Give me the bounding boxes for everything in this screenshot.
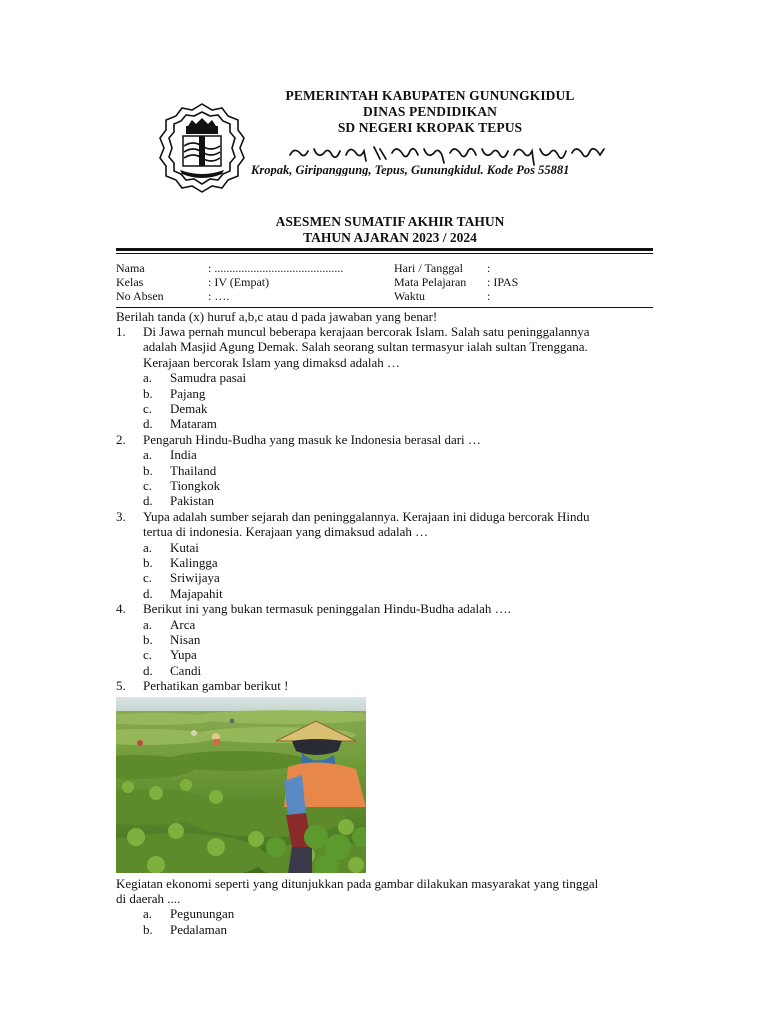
school-name: SD NEGERI KROPAK TEPUS <box>337 120 523 135</box>
option-letter: b. <box>143 385 153 401</box>
option-text: Pajang <box>170 385 206 401</box>
question-stem-line: Pengaruh Hindu-Budha yang masuk ke Indonesia berasal dari … <box>143 431 481 447</box>
answer-option[interactable] <box>116 540 656 555</box>
question-stem-line: Yupa adalah sumber sejarah dan peninggalannya. Kerajaan ini diduga bercorak Hindu <box>143 508 590 524</box>
label-mata-pelajaran: Mata Pelajaran <box>394 275 467 289</box>
javanese-script-icon <box>288 141 608 171</box>
identity-divider <box>116 307 653 308</box>
answer-option[interactable] <box>116 370 656 385</box>
question-list <box>116 324 656 937</box>
label-hari-tanggal: Hari / Tanggal <box>394 261 463 275</box>
identity-left-values <box>208 261 343 303</box>
value-no-absen: : …. <box>208 289 230 303</box>
answer-option[interactable] <box>116 617 656 632</box>
option-text: Thailand <box>170 462 217 478</box>
answer-option[interactable] <box>116 632 656 647</box>
option-letter: d. <box>143 662 153 678</box>
label-no-absen: No Absen <box>116 289 164 303</box>
value-waktu: : <box>487 289 491 303</box>
option-text: Nisan <box>170 631 201 647</box>
instruction-text: Berilah tanda (x) huruf a,b,c atau d pada jawaban yang benar! <box>116 309 438 324</box>
department-name: DINAS PENDIDIKAN <box>363 104 497 119</box>
identity-left-labels <box>116 261 164 303</box>
answer-option[interactable] <box>116 570 656 585</box>
option-letter: d. <box>143 493 153 509</box>
option-letter: a. <box>143 539 153 555</box>
option-text: Pedalaman <box>170 921 228 937</box>
label-nama: Nama <box>116 261 145 275</box>
option-text: Pegunungan <box>170 906 235 922</box>
value-hari-tanggal: : <box>487 261 491 275</box>
option-text: Yupa <box>170 647 197 663</box>
exam-title-line2: TAHUN AJARAN 2023 / 2024 <box>303 230 477 245</box>
option-letter: b. <box>143 631 153 647</box>
question-stem-line: tertua di indonesia. Kerajaan yang dimaksud adalah … <box>143 524 429 540</box>
option-text: Pakistan <box>170 493 215 509</box>
answer-option[interactable] <box>116 922 656 937</box>
option-letter: b. <box>143 462 153 478</box>
question-5-text <box>116 876 656 907</box>
question-stem-line: adalah Masjid Agung Demak. Salah seorang sultan termasyur ialah sultan Trenggana. <box>143 339 588 355</box>
question-number: 3. <box>116 508 126 524</box>
option-letter: c. <box>143 570 153 586</box>
option-letter: b. <box>143 921 153 937</box>
value-kelas: : IV (Empat) <box>208 275 270 289</box>
answer-option[interactable] <box>116 478 656 493</box>
header-divider-thin <box>116 253 653 254</box>
identity-right-values <box>487 261 518 303</box>
label-kelas: Kelas <box>116 275 144 289</box>
option-text: Demak <box>170 401 208 416</box>
question-stem-line: Berikut ini yang bukan termasuk peninggalan Hindu-Budha adalah …. <box>143 601 511 617</box>
answer-option[interactable] <box>116 386 656 401</box>
option-text: Kutai <box>170 539 199 555</box>
option-text: Kalingga <box>170 554 218 570</box>
answer-option[interactable] <box>116 906 656 921</box>
letterhead <box>250 88 610 136</box>
question-stem-line: Di Jawa pernah muncul beberapa kerajaan bercorak Islam. Salah satu peninggalannya <box>143 324 590 339</box>
question-stem-line: Perhatikan gambar berikut ! <box>143 678 289 694</box>
option-text: Majapahit <box>170 585 223 601</box>
question-3 <box>116 509 656 540</box>
option-letter: c. <box>143 401 153 416</box>
question-number: 1. <box>116 324 126 339</box>
question-number: 2. <box>116 431 126 447</box>
option-letter: d. <box>143 416 153 432</box>
option-text: Sriwijaya <box>170 570 220 586</box>
exam-title <box>190 214 590 246</box>
answer-option[interactable] <box>116 663 656 678</box>
option-letter: c. <box>143 647 153 663</box>
tea-plantation-farmer-photo <box>116 697 366 873</box>
answer-option[interactable] <box>116 647 656 662</box>
label-waktu: Waktu <box>394 289 426 303</box>
question-stem-line: Kegiatan ekonomi seperti yang ditunjukkan pada gambar dilakukan masyarakat yang tinggal <box>116 875 599 891</box>
gunungkidul-crest-icon <box>156 100 248 196</box>
government-name: PEMERINTAH KABUPATEN GUNUNGKIDUL <box>285 88 575 103</box>
option-text: Arca <box>170 616 196 632</box>
option-letter: b. <box>143 554 153 570</box>
option-text: India <box>170 447 197 463</box>
option-letter: a. <box>143 616 153 632</box>
option-letter: a. <box>143 370 153 386</box>
answer-option[interactable] <box>116 463 656 478</box>
option-text: Candi <box>170 662 202 678</box>
question-number: 4. <box>116 601 126 617</box>
question-4 <box>116 601 656 616</box>
question-1 <box>116 324 656 370</box>
header-divider-thick <box>116 248 653 251</box>
exam-title-line1: ASESMEN SUMATIF AKHIR TAHUN <box>275 214 505 229</box>
identity-right-labels <box>394 261 466 303</box>
question-stem-line: di daerah .... <box>116 890 181 906</box>
question-stem-line: Kerajaan bercorak Islam yang dimaksd adalah … <box>143 354 401 370</box>
answer-option[interactable] <box>116 555 656 570</box>
answer-option[interactable] <box>116 586 656 601</box>
option-text: Tiongkok <box>170 477 221 493</box>
answer-option[interactable] <box>116 416 656 431</box>
value-mata-pelajaran: : IPAS <box>487 275 519 289</box>
question-2 <box>116 432 656 447</box>
answer-option[interactable] <box>116 401 656 416</box>
school-address: Kropak, Giripanggung, Tepus, Gunungkidul. Kode Pos 55881 <box>251 163 570 176</box>
question-5 <box>116 678 656 693</box>
option-letter: c. <box>143 477 153 493</box>
option-letter: a. <box>143 906 153 922</box>
option-letter: d. <box>143 585 153 601</box>
answer-option[interactable] <box>116 447 656 462</box>
value-nama: : ........................................... <box>208 261 344 275</box>
option-text: Mataram <box>170 416 217 432</box>
option-letter: a. <box>143 447 153 463</box>
question-number: 5. <box>116 678 126 694</box>
answer-option[interactable] <box>116 493 656 508</box>
option-text: Samudra pasai <box>170 370 247 386</box>
